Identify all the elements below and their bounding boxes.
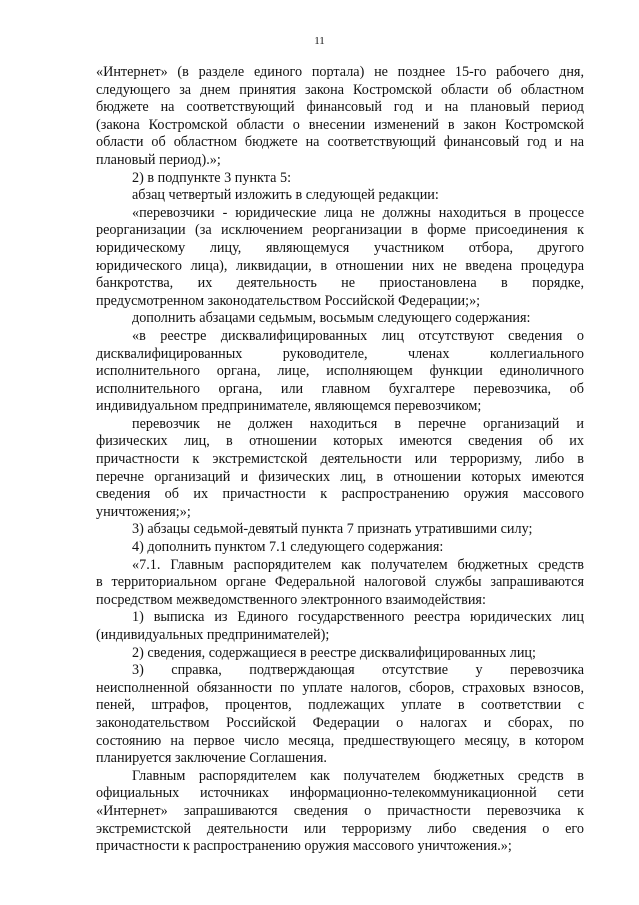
text-line: юридическому лицу, являющемуся участником отбора, другого bbox=[96, 239, 584, 256]
text-line: (индивидуальных предпринимателей); bbox=[96, 627, 330, 643]
page-number: 11 bbox=[314, 35, 325, 47]
text-line: следующего за днем принятия закона Костромской области об областном bbox=[96, 81, 584, 98]
text-line: реорганизации (за исключением реорганизации в форме присоединения к bbox=[96, 222, 584, 239]
text-line: Главным распорядителем как получателем бюджетных средств в bbox=[132, 767, 584, 784]
text-line: сведения об их причастности к распространению оружия массового bbox=[96, 486, 584, 503]
text-line: «перевозчики - юридические лица не должны находиться в процессе bbox=[132, 204, 584, 221]
text-line: экстремистской деятельности или терроризму либо сведения о его bbox=[96, 820, 584, 837]
text-line: бюджете на соответствующий финансовый год и на плановый период bbox=[96, 99, 584, 116]
text-line: 2) в подпункте 3 пункта 5: bbox=[132, 169, 292, 186]
text-line: плановый период).»; bbox=[96, 151, 221, 168]
text-line: перечне организаций и физических лиц, в отношении которых имеются bbox=[96, 468, 584, 485]
text-line: «Интернет» (в разделе единого портала) не позднее 15-го рабочего дня, bbox=[96, 64, 584, 80]
text-line: причастности к распространению оружия массового уничтожения.»; bbox=[96, 838, 512, 855]
text-line: абзац четвертый изложить в следующей редакции: bbox=[132, 187, 439, 204]
text-line: причастности к экстремистской деятельности или терроризму, либо в bbox=[96, 451, 584, 468]
text-line: 1) выписка из Единого государственного реестра юридических лиц bbox=[132, 609, 584, 626]
text-line: состоянию на первое число месяца, предшествующего месяцу, в котором bbox=[96, 732, 584, 749]
text-line: законодательством Российской Федерации о налогах и сборах, по bbox=[96, 714, 584, 731]
text-line: банкротства, их деятельность не приостановлена в порядке, bbox=[96, 275, 584, 292]
text-line: «в реестре дисквалифицированных лиц отсутствуют сведения о bbox=[132, 327, 584, 344]
text-line: посредством межведомственного электронного взаимодействия: bbox=[96, 591, 486, 608]
text-line: 3) абзацы седьмой-девятый пункта 7 признать утратившими силу; bbox=[132, 521, 533, 538]
text-line: 2) сведения, содержащиеся в реестре дисквалифицированных лиц; bbox=[132, 644, 536, 661]
text-line: дисквалифицированных руководителе, членах коллегиального bbox=[96, 345, 584, 362]
text-line: физических лиц, в отношении которых имеются сведения об их bbox=[96, 433, 584, 450]
text-line: планируется заключение Соглашения. bbox=[96, 750, 327, 767]
text-line: 3) справка, подтверждающая отсутствие у перевозчика bbox=[132, 662, 584, 679]
text-line: официальных источниках информационно-телекоммуникационной сети bbox=[96, 785, 584, 802]
text-line: индивидуальном предпринимателе, являющемся перевозчиком; bbox=[96, 398, 482, 415]
text-line: юридического лица), ликвидации, в отношении них не введена процедура bbox=[96, 257, 584, 274]
text-line: (закона Костромской области о внесении изменений в закон Костромской bbox=[96, 116, 584, 133]
text-line: неисполненной обязанности по уплате налогов, сборов, страховых взносов, bbox=[96, 679, 584, 696]
text-line: «7.1. Главным распорядителем как получателем бюджетных средств bbox=[132, 556, 584, 573]
text-line: перевозчик не должен находиться в перечне организаций и bbox=[132, 415, 584, 432]
text-line: исполнительного органа, или главном бухгалтере перевозчика, об bbox=[96, 380, 584, 397]
text-line: исполнительного органа, лице, исполняющем функции единоличного bbox=[96, 363, 584, 380]
text-line: уничтожения;»; bbox=[96, 503, 191, 520]
text-line: в территориальном органе Федеральной налоговой службы запрашиваются bbox=[96, 574, 584, 591]
text-line: пеней, штрафов, процентов, подлежащих уплате в соответствии с bbox=[96, 697, 584, 714]
text-line: «Интернет» запрашиваются сведения о причастности перевозчика к bbox=[96, 802, 584, 819]
document-body bbox=[96, 64, 584, 856]
text-line: предусмотренном законодательством Российской Федерации;»; bbox=[96, 292, 481, 309]
text-line: области об областном бюджете на соответствующий финансовый год и на bbox=[96, 134, 584, 151]
text-line: 4) дополнить пунктом 7.1 следующего содержания: bbox=[132, 539, 444, 556]
text-line: дополнить абзацами седьмым, восьмым следующего содержания: bbox=[132, 310, 531, 327]
